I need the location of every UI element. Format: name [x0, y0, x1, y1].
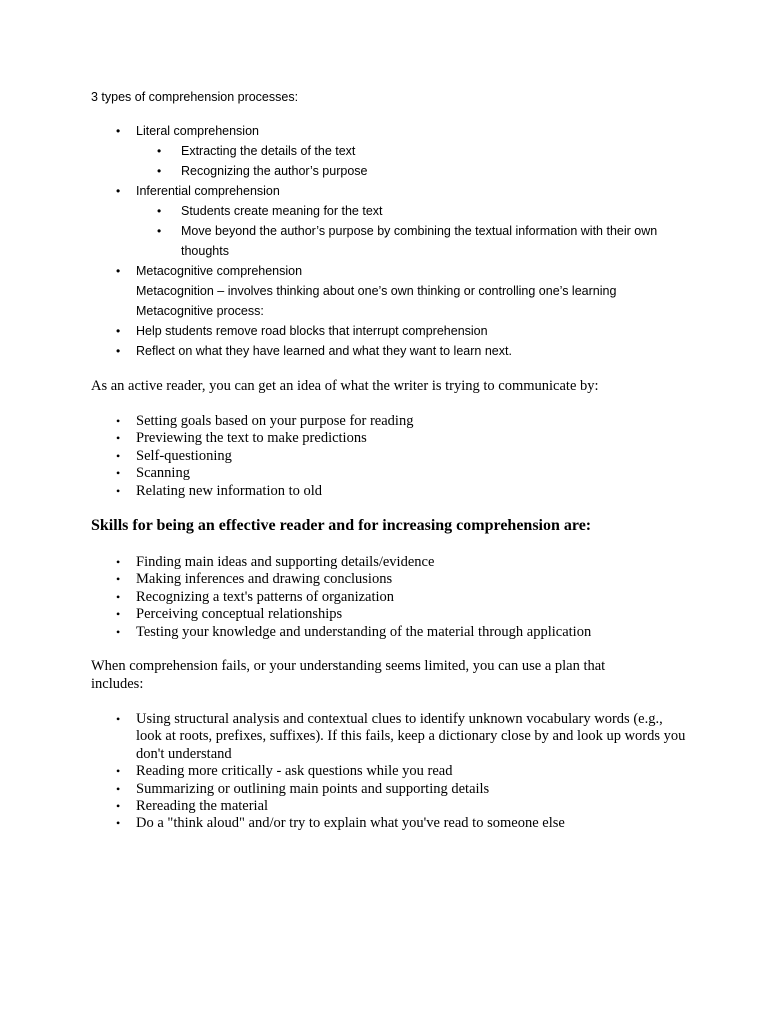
list-item-text: Literal comprehension — [136, 124, 259, 138]
plan-list — [91, 711, 691, 833]
list-item-text: Help students remove road blocks that interrupt comprehension — [136, 324, 488, 338]
list-item — [91, 483, 691, 500]
list-item-text: Testing your knowledge and understanding of the material through application — [136, 623, 592, 640]
list-item — [91, 448, 691, 465]
bullet: • — [157, 224, 162, 238]
list-item — [91, 341, 731, 361]
list-item-text: Summarizing or outlining main points and supporting details — [136, 780, 490, 797]
comprehension-fails-intro: When comprehension fails, or your understanding seems limited, you can use a plan that includes: — [91, 658, 606, 692]
list-item-text: Previewing the text to make predictions — [136, 430, 367, 447]
list-item — [91, 554, 691, 571]
list-item-text: Do a "think aloud" and/or try to explain what you've read to someone else — [136, 815, 565, 832]
list-item-text: Self-questioning — [136, 447, 232, 464]
list-item-text: Perceiving conceptual relationships — [136, 606, 343, 623]
bullet: • — [116, 483, 121, 498]
active-reader-list — [91, 413, 691, 500]
bullet: • — [116, 184, 121, 198]
list-item — [91, 624, 691, 641]
skills-list — [91, 554, 691, 641]
list-item — [91, 798, 691, 815]
list-item-text: Relating new information to old — [136, 482, 323, 499]
bullet: • — [116, 589, 121, 604]
bullet: • — [116, 781, 121, 796]
list-item — [91, 571, 691, 588]
list-item — [91, 261, 731, 281]
list-item — [91, 430, 691, 447]
bullet: • — [116, 572, 121, 587]
list-item-text: Scanning — [136, 465, 190, 482]
list-item — [91, 413, 691, 430]
list-item-text: Making inferences and drawing conclusions — [136, 571, 393, 588]
bullet: • — [116, 624, 121, 639]
bullet: • — [116, 607, 121, 622]
list-item — [91, 161, 731, 181]
active-reader-intro: As an active reader, you can get an idea of what the writer is trying to communicate by: — [91, 378, 599, 394]
list-item-text: Metacognitive comprehension — [136, 264, 303, 278]
list-item — [91, 201, 731, 221]
bullet: • — [116, 264, 121, 278]
list-continuation — [91, 301, 731, 321]
bullet: • — [116, 555, 121, 569]
list-item-text: Setting goals based on your purpose for reading — [136, 413, 414, 429]
list-item-text: Inferential comprehension — [136, 184, 280, 198]
bullet: • — [157, 164, 162, 178]
list-item — [91, 815, 691, 832]
bullet: • — [116, 414, 121, 428]
bullet: • — [116, 799, 121, 814]
list-item-text: Reflect on what they have learned and what they want to learn next. — [136, 344, 512, 358]
list-item-text: Reading more critically - ask questions while you read — [136, 763, 453, 780]
comprehension-processes-list — [91, 121, 731, 361]
list-item — [91, 781, 691, 798]
list-item — [91, 711, 691, 763]
bullet: • — [116, 324, 121, 338]
bullet: • — [116, 344, 121, 358]
bullet: • — [116, 466, 121, 481]
bullet: • — [116, 124, 121, 138]
list-item — [91, 321, 731, 341]
list-item-text: Recognizing the author’s purpose — [181, 164, 368, 178]
list-item — [91, 465, 691, 482]
skills-heading: Skills for being an effective reader and for increasing comprehension are: — [91, 517, 592, 534]
list-item — [91, 221, 701, 261]
list-item-text: Finding main ideas and supporting details/evidence — [136, 554, 435, 570]
list-item — [91, 589, 691, 606]
list-item — [91, 121, 731, 141]
bullet: • — [157, 144, 162, 158]
list-item — [91, 141, 731, 161]
list-item-text: Rereading the material — [136, 798, 269, 815]
bullet: • — [116, 764, 121, 779]
list-item-text: Students create meaning for the text — [181, 204, 383, 218]
bullet: • — [116, 712, 121, 726]
bullet: • — [116, 448, 121, 463]
list-item-text: Using structural analysis and contextual clues to identify unknown vocabulary words (e.g., look at roots, prefixes, suffixes). If this fails, keep a dictionary close by and look up words you don't understand — [136, 711, 686, 762]
list-item-text: Recognizing a text's patterns of organization — [136, 588, 395, 605]
list-item — [91, 606, 691, 623]
list-item-text: Metacognition – involves thinking about one’s own thinking or controlling one’s learning — [136, 284, 617, 298]
list-item — [91, 763, 691, 780]
bullet: • — [116, 816, 121, 831]
section1-title: 3 types of comprehension processes: — [91, 90, 299, 104]
list-item-text: Extracting the details of the text — [181, 144, 356, 158]
list-continuation — [91, 281, 731, 301]
bullet: • — [157, 204, 162, 218]
list-item-text: Move beyond the author’s purpose by combining the textual information with their own thoughts — [181, 224, 658, 258]
list-item — [91, 181, 731, 201]
list-item-text: Metacognitive process: — [136, 304, 264, 318]
bullet: • — [116, 431, 121, 446]
